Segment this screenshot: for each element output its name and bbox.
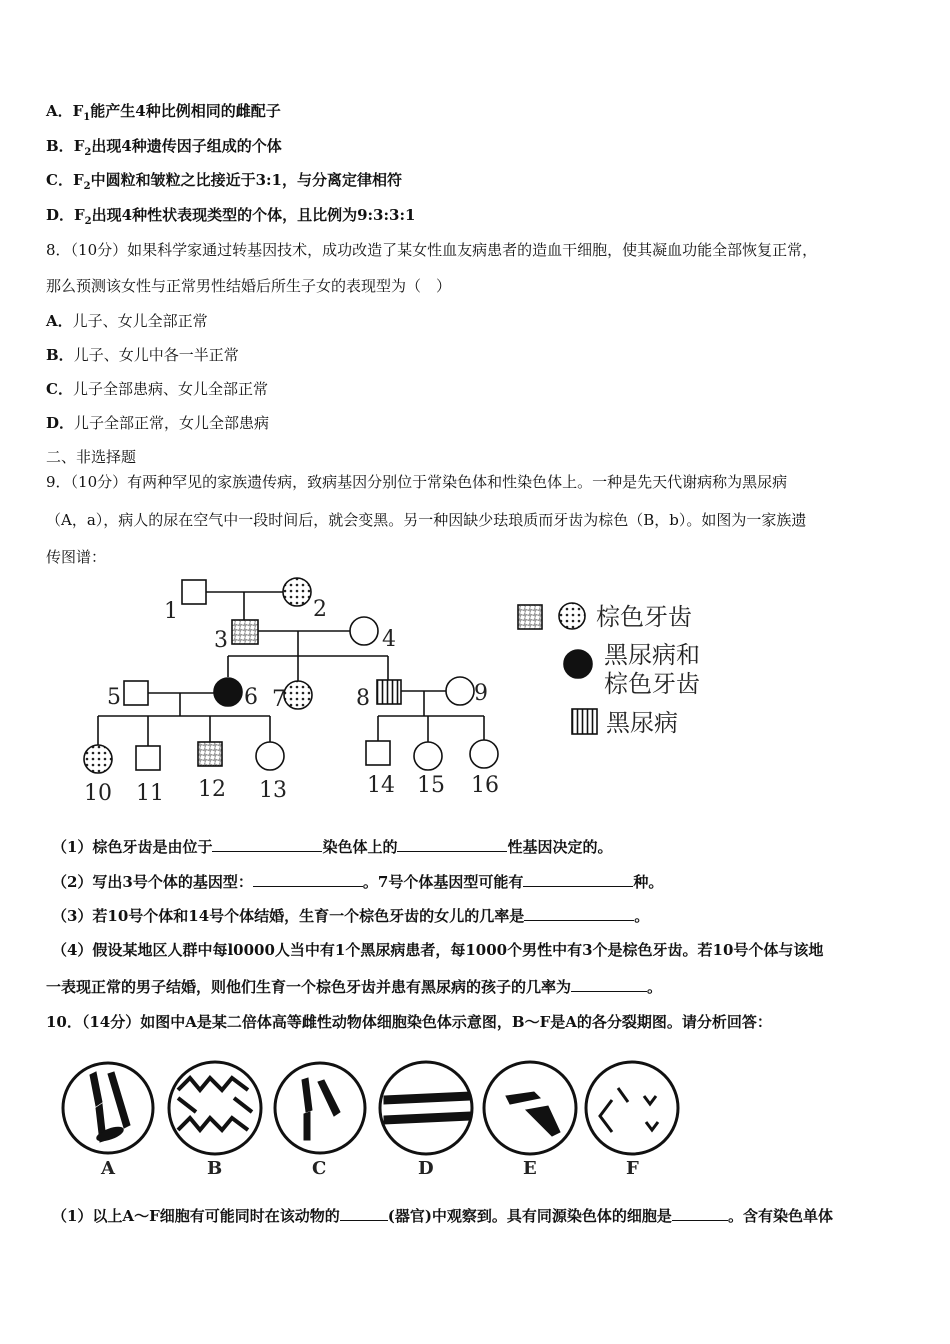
chromosome	[304, 1112, 310, 1140]
q9-stem-line1: 9．（10分）有两种罕见的家族遗传病，致病基因分别位于常染色体和性染色体上。一种是先天代谢病称为黑尿病	[46, 473, 788, 491]
cell-e	[484, 1062, 576, 1154]
q10-stem: 10．（14分）如图中A是某二倍体高等雌性动物体细胞染色体示意图，B～F是A的各分裂期图。请分析回答：	[46, 1013, 772, 1031]
cell-d	[380, 1062, 472, 1154]
chromosome	[178, 1078, 248, 1090]
q8-option-b: B．儿子、女儿中各一半正常	[46, 346, 239, 364]
individual-9	[446, 677, 474, 705]
label-13: 13	[259, 778, 287, 803]
q7-option-b: B．$F_2$出现4种遗传因子组成的个体	[46, 137, 282, 158]
individual-16	[470, 740, 498, 768]
label-15: 15	[417, 773, 445, 798]
chromosome	[90, 1072, 102, 1106]
chromosome	[384, 1112, 470, 1124]
q9-stem-line2: （A，a），病人的尿在空气中一段时间后，就会变黑。另一种因缺少珐琅质而牙齿为棕色（B，b）。如图为一家族遗	[46, 511, 807, 529]
q7-option-d: D．$F_2$出现4种性状表现类型的个体，且比例为9:3:3:1	[46, 206, 416, 227]
label-6: 6	[244, 685, 258, 710]
q8-option-c: C．儿子全部患病、女儿全部正常	[46, 380, 268, 398]
section-title: 二、非选择题	[46, 448, 137, 466]
cell-f	[586, 1062, 678, 1154]
individual-6	[214, 678, 242, 706]
label-7: 7	[272, 687, 286, 712]
label-4: 4	[382, 627, 396, 652]
chromosome	[618, 1088, 628, 1102]
q8-option-d: D．儿子全部正常，女儿全部患病	[46, 414, 270, 432]
q9-sub4-line2: 一表现正常的男子结婚，则他们生育一个棕色牙齿并患有黑尿病的孩子的几率为 。	[46, 978, 663, 996]
cell-label-d: D	[418, 1158, 434, 1179]
label-2: 2	[313, 597, 327, 622]
answer-blank[interactable]	[523, 872, 633, 887]
cell-label-b: B	[207, 1158, 223, 1179]
label-10: 10	[84, 781, 112, 806]
label-11: 11	[136, 781, 164, 806]
chromosome	[646, 1122, 658, 1130]
legend-alkaptonuria: 黑尿病	[606, 709, 678, 737]
label-3: 3	[214, 628, 228, 653]
chromosome	[384, 1092, 470, 1104]
cell-c	[275, 1063, 365, 1153]
label-9: 9	[474, 681, 488, 706]
legend-circle-brown	[559, 603, 585, 629]
legend-both-line2: 棕色牙齿	[604, 670, 700, 698]
chromosome	[318, 1080, 340, 1116]
chromosome	[178, 1098, 196, 1112]
label-14: 14	[367, 773, 395, 798]
chromosome	[506, 1092, 540, 1104]
chromosome	[108, 1072, 130, 1128]
individual-8	[377, 680, 401, 704]
answer-blank[interactable]	[397, 837, 507, 852]
individual-5	[124, 681, 148, 705]
individual-4	[350, 617, 378, 645]
label-1: 1	[164, 599, 178, 624]
answer-blank[interactable]	[253, 872, 363, 887]
chromosome	[526, 1106, 560, 1136]
q7-option-a: A．$F_1$能产生4种比例相同的雌配子	[46, 102, 281, 123]
chromosome	[302, 1078, 312, 1112]
chromosome	[644, 1096, 656, 1104]
individual-14	[366, 741, 390, 765]
answer-blank[interactable]	[340, 1206, 388, 1221]
individual-12	[198, 742, 222, 766]
label-8: 8	[356, 686, 370, 711]
chromosome	[600, 1100, 612, 1132]
cell-label-c: C	[312, 1158, 327, 1179]
chromosome	[234, 1098, 252, 1112]
legend-circle-both	[564, 650, 592, 678]
q9-sub2: （2）写出3号个体的基因型： 。7号个体基因型可能有 种。	[52, 873, 664, 891]
answer-blank[interactable]	[672, 1206, 728, 1221]
individual-15	[414, 742, 442, 770]
individual-3	[232, 620, 258, 644]
q9-sub1: （1）棕色牙齿是由位于 染色体上的 性基因决定的。	[52, 838, 613, 856]
cell-label-a: A	[101, 1158, 115, 1179]
q9-sub3: （3）若10号个体和14号个体结婚，生育一个棕色牙齿的女儿的几率是 。	[52, 907, 650, 925]
label-5: 5	[107, 685, 121, 710]
legend-square-alkaptonuria	[572, 709, 597, 734]
q10-sub1: （1）以上A～F细胞有可能同时在该动物的 (器官)中观察到。具有同源染色体的细胞是 。含有染色单体	[52, 1207, 833, 1225]
chromosome	[178, 1118, 248, 1130]
q9-sub4-line1: （4）假设某地区人群中每l0000人当中有1个黑尿病患者，每1000个男性中有3个是棕色牙齿。若10号个体与该地	[52, 941, 824, 959]
individual-10	[84, 745, 112, 773]
legend-both-line1: 黑尿病和	[604, 641, 700, 669]
legend-brown-teeth: 棕色牙齿	[596, 603, 692, 631]
q8-option-a: A．儿子、女儿全部正常	[46, 312, 208, 330]
q9-stem-line3: 传图谱：	[46, 548, 107, 566]
answer-blank[interactable]	[524, 906, 634, 921]
cell-label-f: F	[626, 1158, 639, 1179]
legend-square-brown	[518, 605, 542, 629]
individual-11	[136, 746, 160, 770]
individual-1	[182, 580, 206, 604]
label-12: 12	[198, 777, 226, 802]
answer-blank[interactable]	[571, 977, 647, 992]
individual-13	[256, 742, 284, 770]
answer-blank[interactable]	[212, 837, 322, 852]
cell-label-e: E	[523, 1158, 537, 1179]
label-16: 16	[471, 773, 499, 798]
individual-2	[283, 578, 311, 606]
q8-stem-line1: 8．（10分）如果科学家通过转基因技术，成功改造了某女性血友病患者的造血干细胞，使其凝血功能全部恢复正常，	[46, 241, 818, 259]
q8-stem-line2: 那么预测该女性与正常男性结婚后所生子女的表现型为（ ）	[46, 277, 452, 295]
individual-7	[284, 681, 312, 709]
q7-option-c: C．$F_2$中圆粒和皱粒之比接近于3:1，与分离定律相符	[46, 171, 402, 192]
cell-division-figure	[0, 1040, 950, 1180]
